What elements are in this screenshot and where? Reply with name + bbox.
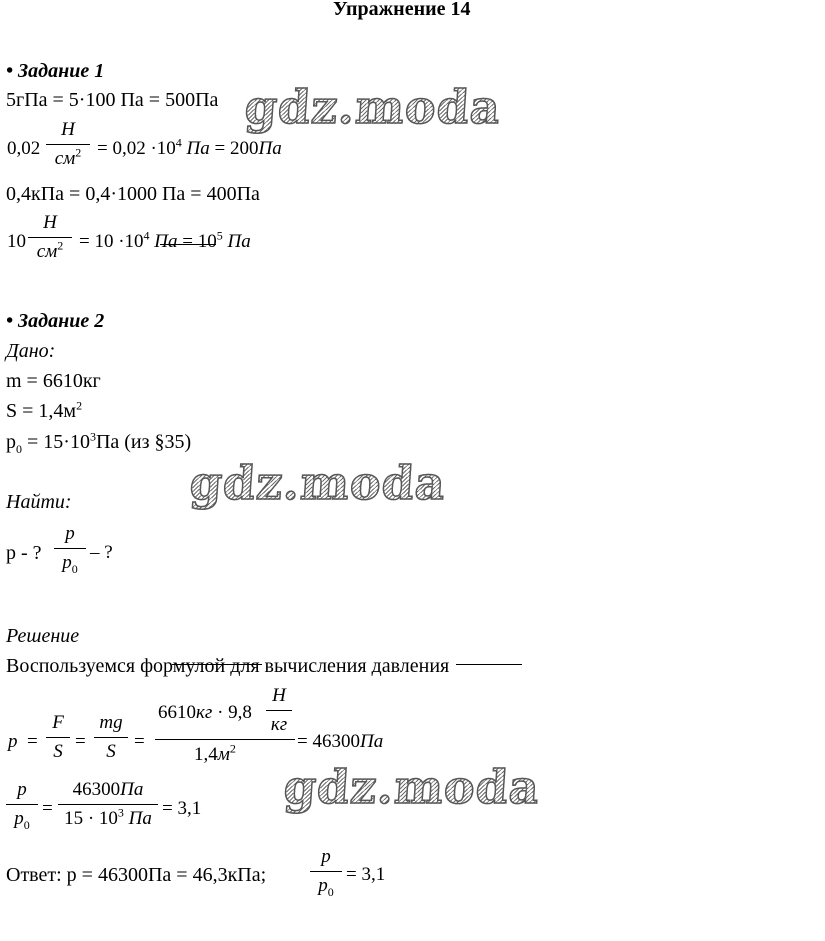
unit: Па: [258, 138, 282, 159]
rhs-result: = 10: [182, 231, 217, 252]
rhs-text: = 10 ·10: [79, 231, 144, 252]
fraction-numerator: p: [321, 846, 331, 867]
fraction-denominator: см: [36, 241, 58, 262]
eq2-value-fraction: [58, 778, 158, 831]
fraction-bar: [310, 871, 342, 872]
watermark-logo: gdz.moda: [282, 760, 542, 814]
answer-text: Ответ: p = 46300Па = 46,3кПа;: [6, 864, 267, 886]
exponent: 3: [89, 429, 96, 444]
unit: Па: [359, 731, 384, 752]
eq1-fraction-f-over-s: [46, 711, 70, 764]
number: 46300: [72, 779, 121, 800]
fraction-bar: [54, 548, 86, 549]
task1-line2-rhs: [97, 135, 282, 160]
number: 1,4: [194, 744, 218, 765]
given-area: [6, 400, 82, 423]
number: 6610: [158, 702, 196, 723]
subscript: 0: [327, 884, 334, 899]
task1-line4-fraction: [28, 211, 72, 264]
rhs-result: = 200: [214, 138, 259, 159]
fraction-denominator: p: [318, 875, 328, 896]
eq1-equals: =: [27, 731, 38, 752]
task1-line1: 5гПа = 5·100 Па = 500Па: [6, 89, 219, 111]
unit: Па: [154, 231, 178, 252]
solution-label: Решение: [6, 625, 80, 647]
find-ratio-question: – ?: [90, 542, 113, 563]
fraction-denominator: кг: [270, 714, 288, 735]
subscript: 0: [16, 442, 22, 456]
exponent: 2: [57, 238, 64, 253]
fraction-bar: [46, 737, 70, 738]
unit: м: [217, 744, 230, 765]
exponent: 2: [75, 145, 82, 160]
eq1-equals: =: [134, 731, 145, 752]
fraction-bar: [46, 144, 90, 145]
watermark-logo: gdz.moda: [188, 456, 448, 510]
fraction-bar: [58, 804, 158, 805]
unit: Па: [128, 808, 152, 829]
exponent: 2: [76, 398, 83, 413]
p0-unit-note: Па (из §35): [95, 431, 192, 453]
fraction-numerator: p: [17, 779, 27, 800]
answer-result: = 3,1: [346, 864, 386, 885]
area-text: S = 1,4м: [6, 400, 77, 422]
eq1-big-fraction-bar: [155, 739, 295, 740]
fraction-numerator: Н: [61, 119, 75, 140]
fraction-numerator: mg: [99, 712, 123, 733]
eq1-fraction-mg-over-s: [94, 711, 128, 764]
p0-symbol: p: [6, 431, 16, 453]
scan-strike-mark: [172, 664, 262, 665]
fraction-denominator: S: [53, 741, 63, 762]
task1-heading: • Задание 1: [6, 60, 105, 82]
scan-strike-mark: [456, 664, 522, 665]
eq1-big-denominator: [194, 741, 236, 766]
task1-line4-rhs: [79, 228, 251, 253]
result-value: = 46300: [297, 731, 360, 752]
fraction-bar: [28, 237, 72, 238]
eq1-inner-fraction: [266, 684, 292, 737]
task1-line3: 0,4кПа = 0,4·1000 Па = 400Па: [6, 183, 260, 205]
page-title: Упражнение 14: [333, 0, 471, 20]
unit: Па: [227, 231, 251, 252]
fraction-numerator: F: [52, 712, 64, 733]
exponent: 3: [117, 805, 124, 820]
eq1-result: [297, 731, 383, 753]
exponent: 5: [216, 228, 223, 243]
answer-ratio-fraction: [310, 845, 342, 898]
given-label: Дано:: [6, 340, 56, 362]
eq1-equals: =: [75, 731, 86, 752]
eq1-p: p: [8, 731, 18, 752]
find-label: Найти:: [6, 491, 72, 513]
fraction-bar: [6, 804, 38, 805]
scan-strike-mark: [160, 244, 216, 245]
eq2-ratio-fraction: [6, 778, 38, 831]
subscript: 0: [71, 561, 78, 576]
subscript: 0: [23, 817, 30, 832]
watermark-logo: gdz.moda: [243, 80, 503, 134]
eq2-equals: =: [42, 798, 53, 819]
eq1-big-numerator: [158, 702, 252, 724]
solution-text: Воспользуемся формулой для вычисления давления: [6, 655, 450, 677]
p0-value: = 15·10: [22, 431, 90, 453]
find-p: p - ?: [6, 542, 42, 564]
unit: Па: [120, 779, 144, 800]
number: · 9,8: [212, 702, 252, 723]
unit: кг: [196, 702, 213, 723]
fraction-numerator: p: [65, 523, 75, 544]
number: 15 · 10: [64, 808, 118, 829]
task1-line2-fraction: [46, 118, 90, 171]
fraction-numerator: Н: [272, 685, 286, 706]
fraction-denominator: p: [62, 552, 72, 573]
rhs-text: = 0,02 ·10: [97, 138, 176, 159]
exponent: 2: [229, 741, 236, 756]
given-mass: m = 6610кг: [6, 370, 101, 392]
find-ratio-fraction: [54, 522, 86, 575]
fraction-numerator: Н: [43, 212, 57, 233]
fraction-denominator: см: [54, 148, 76, 169]
eq2-result: = 3,1: [162, 798, 202, 819]
fraction-denominator: p: [14, 808, 24, 829]
fraction-denominator: S: [106, 741, 116, 762]
task1-line4-coef: 10: [7, 231, 26, 252]
task2-heading: • Задание 2: [6, 310, 105, 332]
fraction-bar: [94, 737, 128, 738]
fraction-bar: [266, 710, 292, 711]
unit: Па: [186, 138, 210, 159]
exponent: 4: [175, 135, 182, 150]
given-p0: [6, 431, 191, 454]
task1-line2-coef: 0,02: [7, 138, 41, 159]
exponent: 4: [143, 228, 150, 243]
